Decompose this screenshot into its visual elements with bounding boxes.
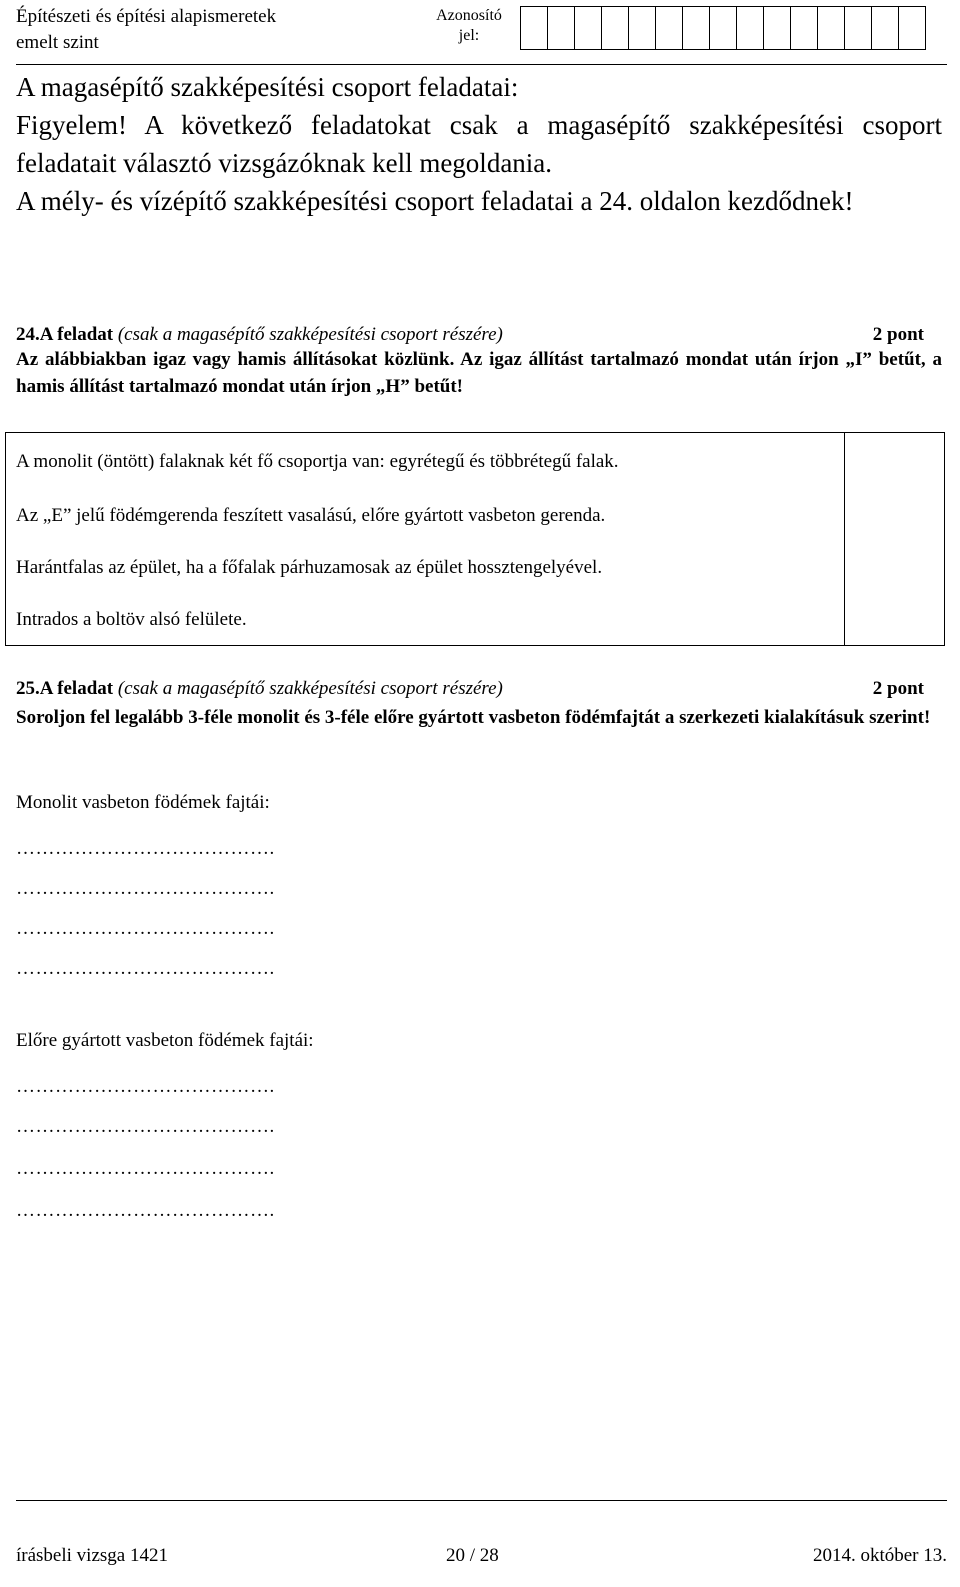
header-subject-line2: emelt szint (16, 32, 99, 53)
footer-exam: írásbeli vizsga 1421 (16, 1545, 168, 1566)
id-code-box[interactable] (763, 6, 791, 50)
answer-column[interactable] (844, 433, 845, 645)
statement-2: Az „E” jelű födémgerenda feszített vasalású, előre gyártott vasbeton gerenda. (16, 505, 606, 526)
header-subject (16, 4, 276, 56)
footer-page: 20 / 28 (446, 1545, 499, 1566)
task25-scope: (csak a magasépítő szakképesítési csoport részére) (117, 678, 503, 699)
task25-instruction: Soroljon fel legalább 3-féle monolit és 3-féle előre gyártott vasbeton födémfajtát a szerkezeti kialakításuk szerint! (16, 707, 931, 728)
id-label-line2: jel: (458, 27, 480, 44)
id-code-box[interactable] (736, 6, 764, 50)
task25-number: 25. (16, 678, 40, 699)
footer-divider (16, 1500, 947, 1501)
id-label-line1: Azonosító (436, 7, 502, 24)
id-code-box[interactable] (844, 6, 872, 50)
header-divider (16, 64, 947, 65)
elore-blank-1[interactable]: …………………………………. (16, 1076, 275, 1097)
monolit-blank-3[interactable]: …………………………………. (16, 918, 275, 939)
monolit-blank-4[interactable]: …………………………………. (16, 958, 275, 979)
header-subject-line1: Építészeti és építési alapismeretek (16, 6, 277, 27)
id-code-box[interactable] (790, 6, 818, 50)
monolit-label: Monolit vasbeton födémek fajtái: (16, 792, 270, 813)
monolit-blank-1[interactable]: …………………………………. (16, 838, 275, 859)
id-code-box[interactable] (628, 6, 656, 50)
task24-heading (16, 322, 924, 348)
statements-table (5, 432, 945, 646)
section-title: A magasépítő szakképesítési csoport feladatai: (16, 72, 519, 102)
id-code-box[interactable] (817, 6, 845, 50)
id-code-box[interactable] (547, 6, 575, 50)
id-label (420, 6, 518, 46)
monolit-blank-2[interactable]: …………………………………. (16, 878, 275, 899)
id-code-box[interactable] (898, 6, 926, 50)
id-code-box[interactable] (574, 6, 602, 50)
id-code-box[interactable] (871, 6, 899, 50)
task24-number: 24. (16, 324, 40, 345)
id-code-box[interactable] (682, 6, 710, 50)
task25-heading (16, 676, 924, 702)
task25-points: 2 pont (872, 678, 924, 699)
footer-date: 2014. október 13. (812, 1545, 947, 1566)
elore-blank-2[interactable]: …………………………………. (16, 1116, 275, 1137)
task24-instruction: Az alábbiakban igaz vagy hamis állításokat közlünk. Az igaz állítást tartalmazó mondat után írjon „I” betűt, a hamis állítást tartalmazó mondat után írjon „H” betűt! (16, 349, 942, 397)
id-code-box[interactable] (655, 6, 683, 50)
warning-text: Figyelem! A következő feladatokat csak a magasépítő szakképesítési csoport feladatait választó vizsgázóknak kell megoldania. (16, 110, 942, 178)
task25-word: A feladat (39, 678, 114, 699)
elore-blank-3[interactable]: …………………………………. (16, 1158, 275, 1179)
id-code-box[interactable] (709, 6, 737, 50)
task24-word: A feladat (39, 324, 114, 345)
id-code-box[interactable] (520, 6, 548, 50)
elore-blank-4[interactable]: …………………………………. (16, 1200, 275, 1221)
section-warning (16, 106, 942, 220)
statement-4: Intrados a boltöv alsó felülete. (16, 609, 247, 630)
task24-points: 2 pont (872, 324, 924, 345)
elore-label: Előre gyártott vasbeton födémek fajtái: (16, 1030, 314, 1051)
note-text: A mély- és vízépítő szakképesítési csoport feladatai a 24. oldalon kezdődnek! (16, 186, 854, 216)
id-code-boxes (521, 6, 926, 50)
task24-scope: (csak a magasépítő szakképesítési csoport részére) (117, 324, 503, 345)
statement-1: A monolit (öntött) falaknak két fő csoportja van: egyrétegű és többrétegű falak. (16, 451, 619, 472)
statement-3: Harántfalas az épület, ha a főfalak párhuzamosak az épület hossztengelyével. (16, 557, 603, 578)
id-code-box[interactable] (601, 6, 629, 50)
